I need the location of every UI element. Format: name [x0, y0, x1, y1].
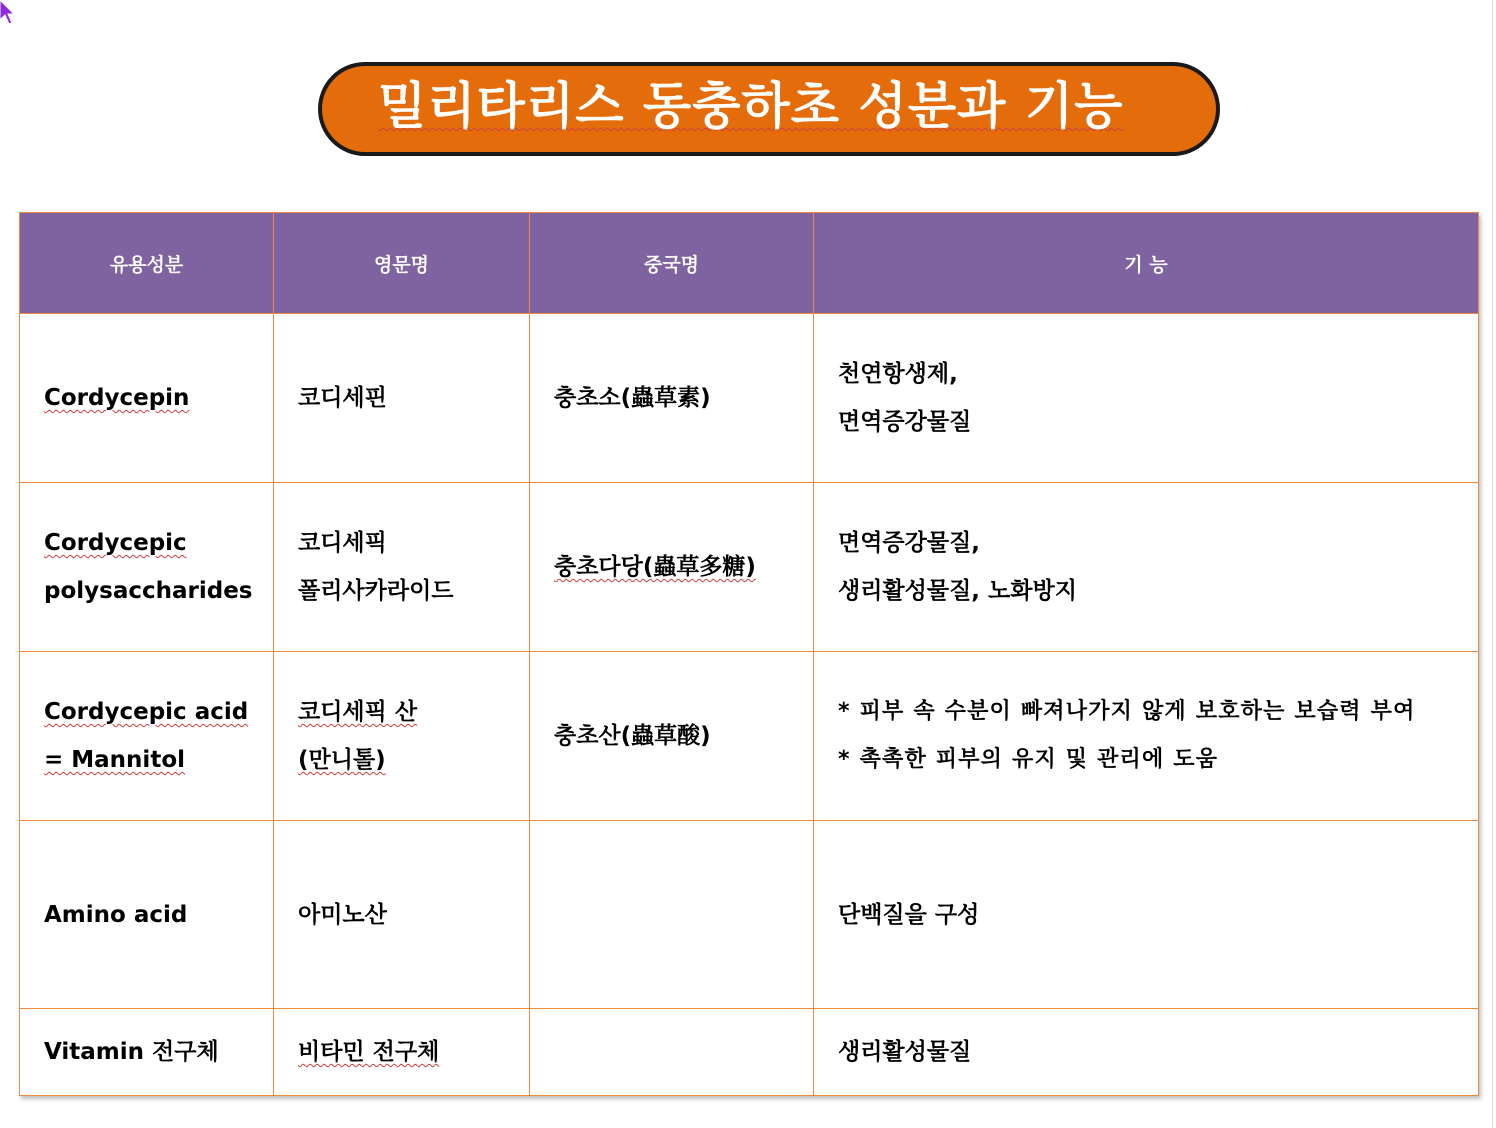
- cell-line: 폴리사카라이드: [298, 578, 454, 604]
- mouse-cursor-icon: [0, 0, 16, 26]
- cell-ingredient: [20, 314, 274, 483]
- cell-line: * 촉촉한 피부의 유지 및 관리에 도움: [838, 747, 1219, 772]
- header-ingredient: 유용성분: [20, 213, 274, 314]
- cell-function: [814, 1009, 1479, 1096]
- cell-line: 코디세핀: [298, 385, 387, 411]
- cell-line: 비타민 전구체: [298, 1039, 440, 1065]
- cell-line: 천연항생제,: [838, 361, 958, 387]
- cell-chinese: [530, 483, 814, 652]
- cell-function: [814, 314, 1479, 483]
- cell-line: * 피부 속 수분이 빠져나가지 않게 보호하는 보습력 부여: [838, 699, 1416, 724]
- table-row: [20, 652, 1479, 821]
- cell-english: [274, 821, 530, 1009]
- table-row: [20, 1009, 1479, 1096]
- cell-chinese: [530, 1009, 814, 1096]
- cell-line: 면역증강물질,: [838, 530, 981, 556]
- ingredients-table: [19, 212, 1479, 1096]
- cell-line: polysaccharides: [44, 578, 253, 604]
- cell-line: Cordycepin: [44, 385, 190, 411]
- cell-function: [814, 652, 1479, 821]
- cell-line: = Mannitol: [44, 747, 185, 773]
- cell-chinese: [530, 652, 814, 821]
- header-english-name: 영문명: [274, 213, 530, 314]
- cell-english: [274, 314, 530, 483]
- title-banner: [318, 62, 1220, 156]
- table-row: [20, 821, 1479, 1009]
- cell-ingredient: [20, 483, 274, 652]
- cell-line: 충초소(蟲草素): [554, 385, 711, 411]
- table-row: [20, 483, 1479, 652]
- header-chinese-name: 중국명: [530, 213, 814, 314]
- header-row: [20, 213, 1479, 314]
- cell-line: 생리활성물질, 노화방지: [838, 578, 1077, 604]
- title-text: 밀리타리스 동충하초 성분과 기능: [378, 77, 1124, 135]
- cell-line: Vitamin 전구체: [44, 1039, 219, 1065]
- cell-line: 단백질을 구성: [838, 901, 980, 928]
- cell-line: 코디세픽: [298, 530, 387, 556]
- cell-ingredient: [20, 821, 274, 1009]
- page-edge: [1492, 0, 1493, 1128]
- cell-function: [814, 483, 1479, 652]
- cell-line: 코디세픽 산: [298, 699, 418, 725]
- cell-line: 충초다당(蟲草多糖): [554, 554, 756, 580]
- cell-english: [274, 483, 530, 652]
- cell-english: [274, 1009, 530, 1096]
- cell-chinese: [530, 314, 814, 483]
- header-function: 기 능: [814, 213, 1479, 314]
- cell-line: 생리활성물질: [838, 1039, 972, 1065]
- page-title: [378, 78, 1140, 134]
- cell-line: Amino acid: [44, 901, 188, 928]
- cell-chinese: [530, 821, 814, 1009]
- cell-ingredient: [20, 1009, 274, 1096]
- cell-line: Cordycepic acid: [44, 699, 249, 725]
- cell-line: Cordycepic: [44, 530, 187, 556]
- cell-function: [814, 821, 1479, 1009]
- cell-ingredient: [20, 652, 274, 821]
- cell-english: [274, 652, 530, 821]
- table-header: [20, 213, 1479, 314]
- cell-line: 충초산(蟲草酸): [554, 723, 711, 749]
- cell-line: 면역증강물질: [838, 409, 972, 435]
- cell-line: 아미노산: [298, 901, 387, 928]
- cell-line: (만니톨): [298, 747, 386, 773]
- table-row: [20, 314, 1479, 483]
